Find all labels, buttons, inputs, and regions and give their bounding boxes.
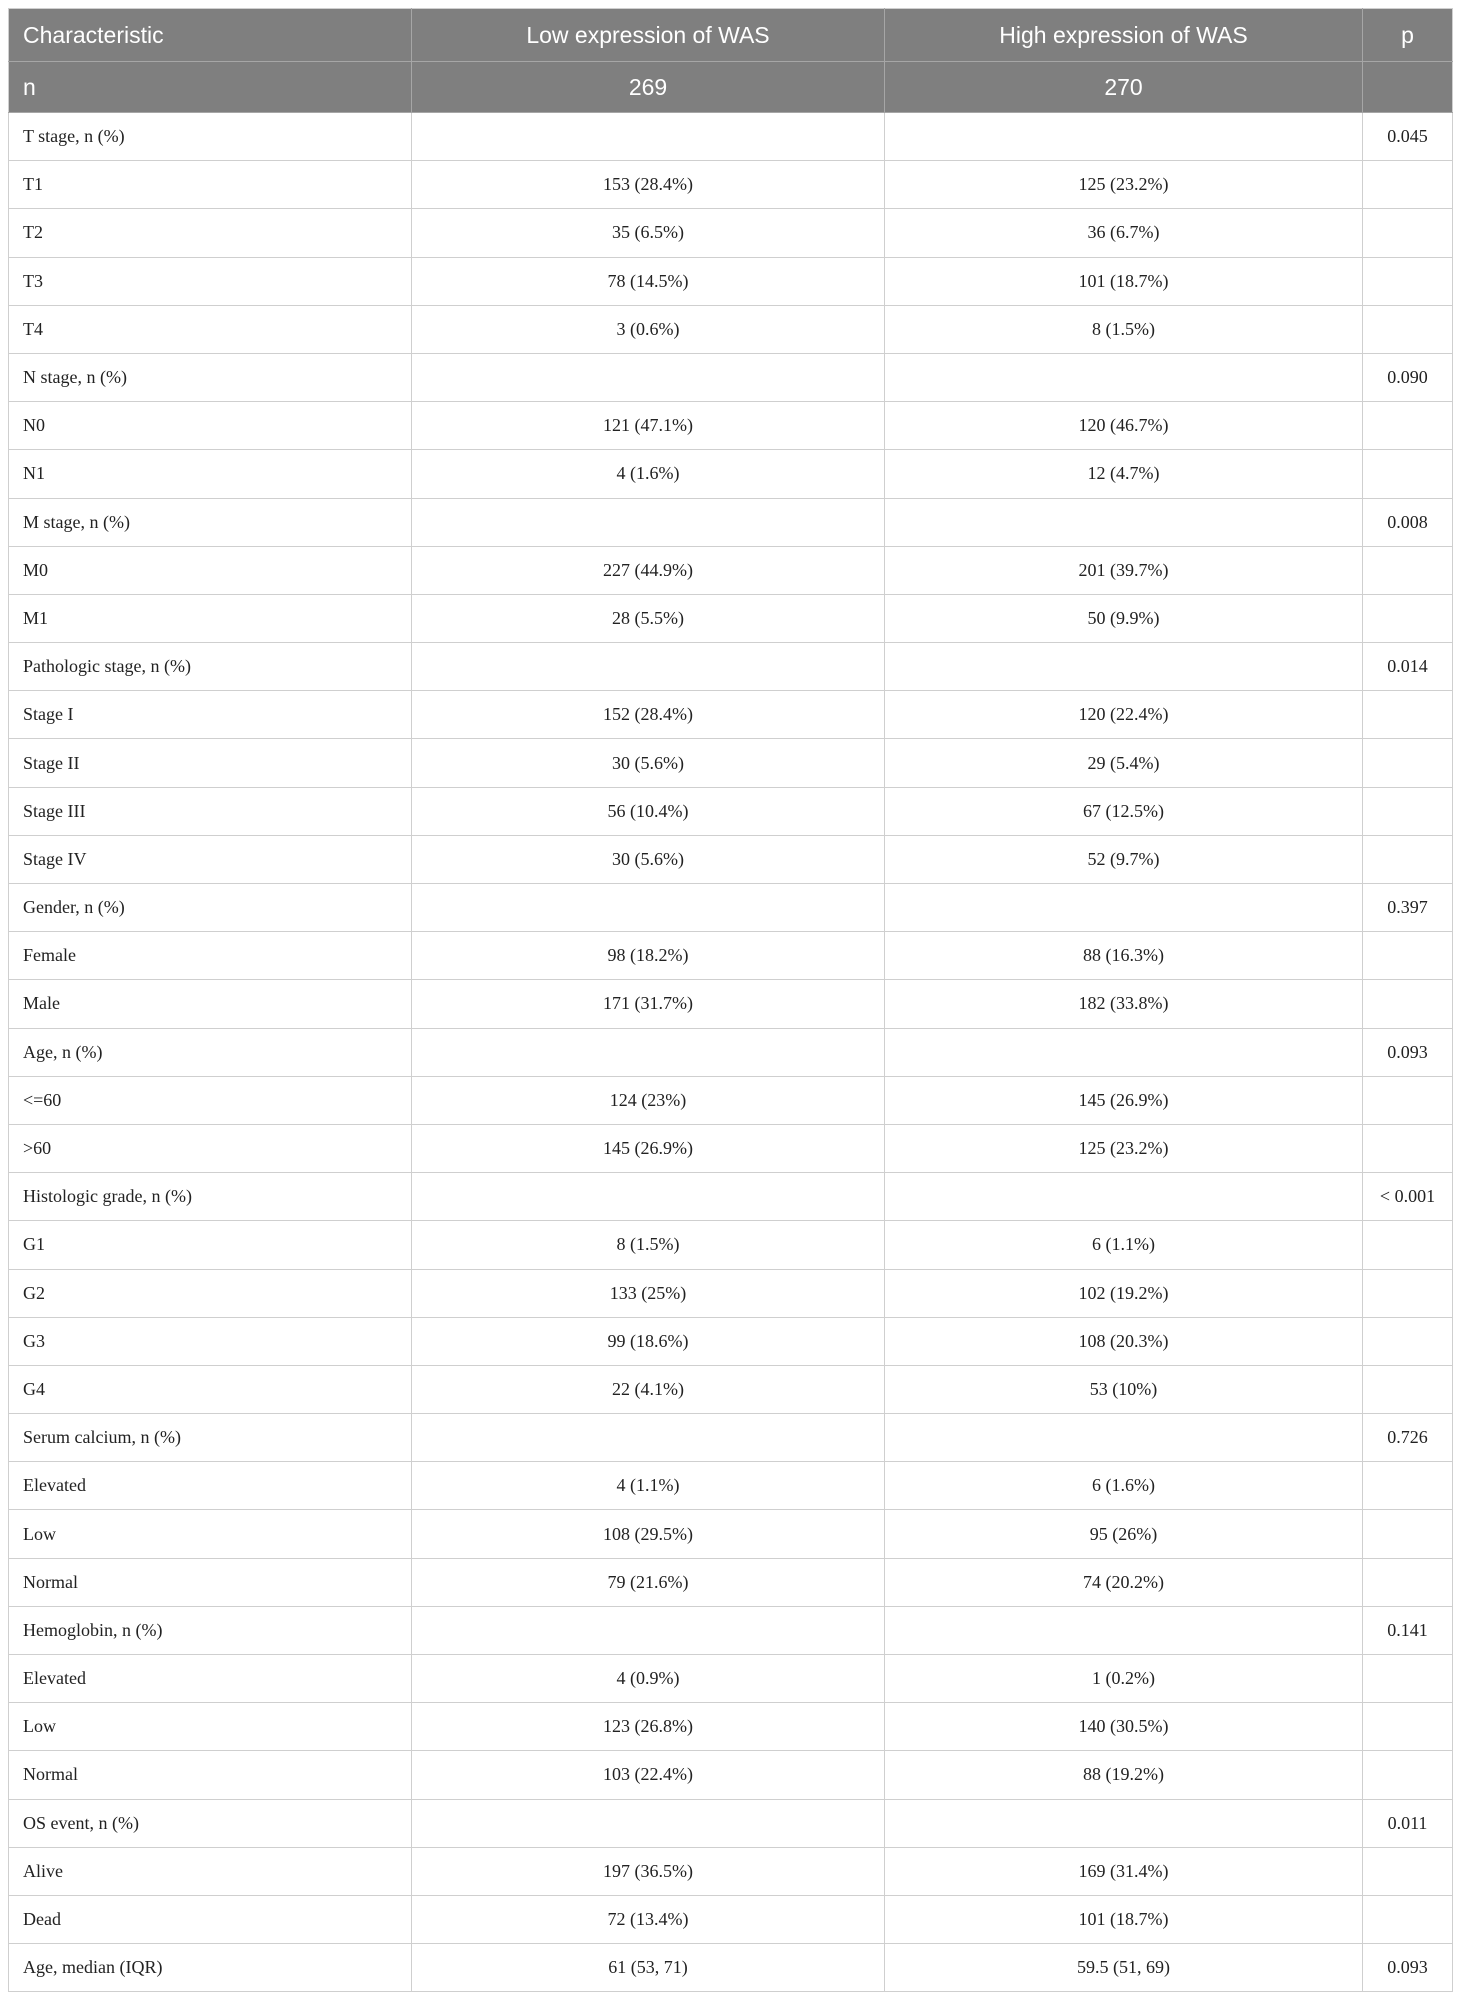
p-value-cell bbox=[1363, 1269, 1453, 1317]
p-value-cell: 0.008 bbox=[1363, 498, 1453, 546]
low-expression-cell bbox=[412, 1606, 885, 1654]
table-row bbox=[9, 1895, 1453, 1943]
p-value-cell bbox=[1363, 546, 1453, 594]
low-expression-cell: 133 (25%) bbox=[412, 1269, 885, 1317]
high-expression-cell: 95 (26%) bbox=[885, 1510, 1363, 1558]
low-expression-cell: 108 (29.5%) bbox=[412, 1510, 885, 1558]
low-expression-cell: 8 (1.5%) bbox=[412, 1221, 885, 1269]
characteristic-cell: N0 bbox=[9, 402, 412, 450]
high-expression-cell: 52 (9.7%) bbox=[885, 835, 1363, 883]
characteristic-cell: Histologic grade, n (%) bbox=[9, 1173, 412, 1221]
high-expression-cell: 102 (19.2%) bbox=[885, 1269, 1363, 1317]
characteristic-cell: <=60 bbox=[9, 1076, 412, 1124]
high-expression-cell: 169 (31.4%) bbox=[885, 1847, 1363, 1895]
table-row bbox=[9, 546, 1453, 594]
high-expression-cell: 50 (9.9%) bbox=[885, 594, 1363, 642]
high-expression-cell bbox=[885, 1028, 1363, 1076]
characteristic-cell: Age, median (IQR) bbox=[9, 1944, 412, 1992]
table-header bbox=[9, 9, 1453, 113]
low-expression-cell: 35 (6.5%) bbox=[412, 209, 885, 257]
low-expression-cell: 61 (53, 71) bbox=[412, 1944, 885, 1992]
table-row bbox=[9, 1414, 1453, 1462]
high-expression-cell: 6 (1.1%) bbox=[885, 1221, 1363, 1269]
low-expression-cell: 4 (1.6%) bbox=[412, 450, 885, 498]
p-value-cell bbox=[1363, 1221, 1453, 1269]
table-row bbox=[9, 1944, 1453, 1992]
low-expression-cell: 103 (22.4%) bbox=[412, 1751, 885, 1799]
p-value-cell: 0.093 bbox=[1363, 1028, 1453, 1076]
low-expression-cell: 145 (26.9%) bbox=[412, 1124, 885, 1172]
p-value-cell: 0.014 bbox=[1363, 643, 1453, 691]
low-expression-cell: 28 (5.5%) bbox=[412, 594, 885, 642]
p-value-cell bbox=[1363, 932, 1453, 980]
table-row bbox=[9, 787, 1453, 835]
characteristic-cell: Age, n (%) bbox=[9, 1028, 412, 1076]
high-expression-cell: 101 (18.7%) bbox=[885, 1895, 1363, 1943]
table-row bbox=[9, 1269, 1453, 1317]
table-row bbox=[9, 1124, 1453, 1172]
high-expression-cell: 53 (10%) bbox=[885, 1365, 1363, 1413]
table-row bbox=[9, 498, 1453, 546]
n-p bbox=[1363, 62, 1453, 113]
low-expression-cell: 56 (10.4%) bbox=[412, 787, 885, 835]
high-expression-cell: 88 (16.3%) bbox=[885, 932, 1363, 980]
header-row bbox=[9, 9, 1453, 62]
low-expression-cell bbox=[412, 1414, 885, 1462]
low-expression-cell: 171 (31.7%) bbox=[412, 980, 885, 1028]
high-expression-cell: 67 (12.5%) bbox=[885, 787, 1363, 835]
table-row bbox=[9, 209, 1453, 257]
n-low: 269 bbox=[412, 62, 885, 113]
high-expression-cell: 59.5 (51, 69) bbox=[885, 1944, 1363, 1992]
p-value-cell bbox=[1363, 1895, 1453, 1943]
p-value-cell bbox=[1363, 450, 1453, 498]
p-value-cell bbox=[1363, 594, 1453, 642]
p-value-cell bbox=[1363, 1365, 1453, 1413]
characteristic-cell: T2 bbox=[9, 209, 412, 257]
high-expression-cell: 120 (22.4%) bbox=[885, 691, 1363, 739]
table-row bbox=[9, 161, 1453, 209]
table-row bbox=[9, 1462, 1453, 1510]
table-row bbox=[9, 1847, 1453, 1895]
characteristic-cell: Normal bbox=[9, 1751, 412, 1799]
p-value-cell bbox=[1363, 739, 1453, 787]
table-row bbox=[9, 450, 1453, 498]
low-expression-cell bbox=[412, 1173, 885, 1221]
table-row bbox=[9, 884, 1453, 932]
low-expression-cell bbox=[412, 498, 885, 546]
high-expression-cell bbox=[885, 884, 1363, 932]
high-expression-cell bbox=[885, 113, 1363, 161]
p-value-cell bbox=[1363, 161, 1453, 209]
low-expression-cell: 153 (28.4%) bbox=[412, 161, 885, 209]
p-value-cell bbox=[1363, 305, 1453, 353]
table-row bbox=[9, 739, 1453, 787]
characteristic-cell: G3 bbox=[9, 1317, 412, 1365]
table-row bbox=[9, 1028, 1453, 1076]
high-expression-cell: 125 (23.2%) bbox=[885, 161, 1363, 209]
low-expression-cell: 30 (5.6%) bbox=[412, 739, 885, 787]
characteristic-cell: Gender, n (%) bbox=[9, 884, 412, 932]
high-expression-cell bbox=[885, 1414, 1363, 1462]
characteristic-cell: Dead bbox=[9, 1895, 412, 1943]
p-value-cell bbox=[1363, 1076, 1453, 1124]
p-value-cell bbox=[1363, 691, 1453, 739]
p-value-cell: 0.090 bbox=[1363, 353, 1453, 401]
characteristic-cell: Stage I bbox=[9, 691, 412, 739]
p-value-cell: 0.045 bbox=[1363, 113, 1453, 161]
characteristic-cell: Stage II bbox=[9, 739, 412, 787]
p-value-cell: 0.397 bbox=[1363, 884, 1453, 932]
p-value-cell bbox=[1363, 980, 1453, 1028]
characteristic-cell: >60 bbox=[9, 1124, 412, 1172]
table-row bbox=[9, 257, 1453, 305]
p-value-cell bbox=[1363, 1558, 1453, 1606]
p-value-cell bbox=[1363, 1510, 1453, 1558]
p-value-cell: 0.093 bbox=[1363, 1944, 1453, 1992]
header-high-expression: High expression of WAS bbox=[885, 9, 1363, 62]
table-row bbox=[9, 1606, 1453, 1654]
low-expression-cell bbox=[412, 884, 885, 932]
characteristic-cell: Low bbox=[9, 1703, 412, 1751]
characteristic-cell: Normal bbox=[9, 1558, 412, 1606]
table-row bbox=[9, 353, 1453, 401]
n-high: 270 bbox=[885, 62, 1363, 113]
p-value-cell bbox=[1363, 1462, 1453, 1510]
p-value-cell bbox=[1363, 209, 1453, 257]
high-expression-cell: 101 (18.7%) bbox=[885, 257, 1363, 305]
table-row bbox=[9, 1799, 1453, 1847]
table-row bbox=[9, 1221, 1453, 1269]
header-low-expression: Low expression of WAS bbox=[412, 9, 885, 62]
high-expression-cell: 36 (6.7%) bbox=[885, 209, 1363, 257]
characteristic-cell: N1 bbox=[9, 450, 412, 498]
low-expression-cell: 78 (14.5%) bbox=[412, 257, 885, 305]
table-row bbox=[9, 1365, 1453, 1413]
characteristic-cell: T4 bbox=[9, 305, 412, 353]
low-expression-cell bbox=[412, 353, 885, 401]
high-expression-cell bbox=[885, 498, 1363, 546]
p-value-cell bbox=[1363, 1751, 1453, 1799]
header-p-value: p bbox=[1363, 9, 1453, 62]
low-expression-cell: 72 (13.4%) bbox=[412, 1895, 885, 1943]
table-row bbox=[9, 1751, 1453, 1799]
high-expression-cell: 201 (39.7%) bbox=[885, 546, 1363, 594]
high-expression-cell: 6 (1.6%) bbox=[885, 1462, 1363, 1510]
characteristic-cell: Female bbox=[9, 932, 412, 980]
high-expression-cell: 182 (33.8%) bbox=[885, 980, 1363, 1028]
header-characteristic: Characteristic bbox=[9, 9, 412, 62]
low-expression-cell: 124 (23%) bbox=[412, 1076, 885, 1124]
characteristic-cell: G2 bbox=[9, 1269, 412, 1317]
table-body bbox=[9, 113, 1453, 1992]
table-row bbox=[9, 691, 1453, 739]
low-expression-cell bbox=[412, 1799, 885, 1847]
low-expression-cell: 152 (28.4%) bbox=[412, 691, 885, 739]
characteristic-cell: M0 bbox=[9, 546, 412, 594]
characteristic-cell: Alive bbox=[9, 1847, 412, 1895]
p-value-cell: 0.011 bbox=[1363, 1799, 1453, 1847]
n-label: n bbox=[9, 62, 412, 113]
high-expression-cell: 29 (5.4%) bbox=[885, 739, 1363, 787]
characteristic-cell: T1 bbox=[9, 161, 412, 209]
high-expression-cell: 145 (26.9%) bbox=[885, 1076, 1363, 1124]
table-row bbox=[9, 1558, 1453, 1606]
high-expression-cell bbox=[885, 643, 1363, 691]
table-row bbox=[9, 402, 1453, 450]
characteristic-cell: G4 bbox=[9, 1365, 412, 1413]
low-expression-cell: 4 (0.9%) bbox=[412, 1655, 885, 1703]
high-expression-cell bbox=[885, 353, 1363, 401]
low-expression-cell: 99 (18.6%) bbox=[412, 1317, 885, 1365]
low-expression-cell: 79 (21.6%) bbox=[412, 1558, 885, 1606]
p-value-cell: < 0.001 bbox=[1363, 1173, 1453, 1221]
low-expression-cell: 197 (36.5%) bbox=[412, 1847, 885, 1895]
characteristic-cell: Hemoglobin, n (%) bbox=[9, 1606, 412, 1654]
high-expression-cell: 140 (30.5%) bbox=[885, 1703, 1363, 1751]
high-expression-cell: 108 (20.3%) bbox=[885, 1317, 1363, 1365]
low-expression-cell: 3 (0.6%) bbox=[412, 305, 885, 353]
low-expression-cell bbox=[412, 1028, 885, 1076]
p-value-cell bbox=[1363, 1703, 1453, 1751]
low-expression-cell: 22 (4.1%) bbox=[412, 1365, 885, 1413]
high-expression-cell: 125 (23.2%) bbox=[885, 1124, 1363, 1172]
low-expression-cell: 123 (26.8%) bbox=[412, 1703, 885, 1751]
table-row bbox=[9, 1703, 1453, 1751]
characteristic-cell: Elevated bbox=[9, 1655, 412, 1703]
high-expression-cell: 1 (0.2%) bbox=[885, 1655, 1363, 1703]
table-row bbox=[9, 643, 1453, 691]
high-expression-cell: 88 (19.2%) bbox=[885, 1751, 1363, 1799]
characteristic-cell: M stage, n (%) bbox=[9, 498, 412, 546]
p-value-cell bbox=[1363, 835, 1453, 883]
table-row bbox=[9, 113, 1453, 161]
high-expression-cell: 8 (1.5%) bbox=[885, 305, 1363, 353]
characteristic-cell: M1 bbox=[9, 594, 412, 642]
table-row bbox=[9, 1173, 1453, 1221]
characteristic-cell: Elevated bbox=[9, 1462, 412, 1510]
characteristic-cell: Low bbox=[9, 1510, 412, 1558]
high-expression-cell: 120 (46.7%) bbox=[885, 402, 1363, 450]
characteristic-cell: N stage, n (%) bbox=[9, 353, 412, 401]
table-row bbox=[9, 1076, 1453, 1124]
characteristic-cell: Serum calcium, n (%) bbox=[9, 1414, 412, 1462]
p-value-cell bbox=[1363, 1317, 1453, 1365]
low-expression-cell: 98 (18.2%) bbox=[412, 932, 885, 980]
characteristic-cell: Stage III bbox=[9, 787, 412, 835]
characteristic-cell: Male bbox=[9, 980, 412, 1028]
table-row bbox=[9, 1510, 1453, 1558]
low-expression-cell: 121 (47.1%) bbox=[412, 402, 885, 450]
low-expression-cell: 4 (1.1%) bbox=[412, 1462, 885, 1510]
p-value-cell: 0.141 bbox=[1363, 1606, 1453, 1654]
p-value-cell bbox=[1363, 257, 1453, 305]
characteristic-cell: G1 bbox=[9, 1221, 412, 1269]
low-expression-cell: 30 (5.6%) bbox=[412, 835, 885, 883]
characteristic-cell: Stage IV bbox=[9, 835, 412, 883]
table-row bbox=[9, 980, 1453, 1028]
p-value-cell: 0.726 bbox=[1363, 1414, 1453, 1462]
low-expression-cell: 227 (44.9%) bbox=[412, 546, 885, 594]
p-value-cell bbox=[1363, 1124, 1453, 1172]
low-expression-cell bbox=[412, 643, 885, 691]
high-expression-cell bbox=[885, 1173, 1363, 1221]
table-row bbox=[9, 1655, 1453, 1703]
table-row bbox=[9, 835, 1453, 883]
table-row bbox=[9, 594, 1453, 642]
p-value-cell bbox=[1363, 787, 1453, 835]
characteristic-cell: T3 bbox=[9, 257, 412, 305]
characteristic-cell: T stage, n (%) bbox=[9, 113, 412, 161]
high-expression-cell bbox=[885, 1799, 1363, 1847]
characteristics-table bbox=[8, 8, 1453, 1992]
high-expression-cell bbox=[885, 1606, 1363, 1654]
characteristic-cell: Pathologic stage, n (%) bbox=[9, 643, 412, 691]
characteristic-cell: OS event, n (%) bbox=[9, 1799, 412, 1847]
p-value-cell bbox=[1363, 1847, 1453, 1895]
p-value-cell bbox=[1363, 1655, 1453, 1703]
high-expression-cell: 12 (4.7%) bbox=[885, 450, 1363, 498]
low-expression-cell bbox=[412, 113, 885, 161]
table-row bbox=[9, 932, 1453, 980]
table-row bbox=[9, 305, 1453, 353]
p-value-cell bbox=[1363, 402, 1453, 450]
high-expression-cell: 74 (20.2%) bbox=[885, 1558, 1363, 1606]
table-row bbox=[9, 1317, 1453, 1365]
sample-size-row bbox=[9, 62, 1453, 113]
